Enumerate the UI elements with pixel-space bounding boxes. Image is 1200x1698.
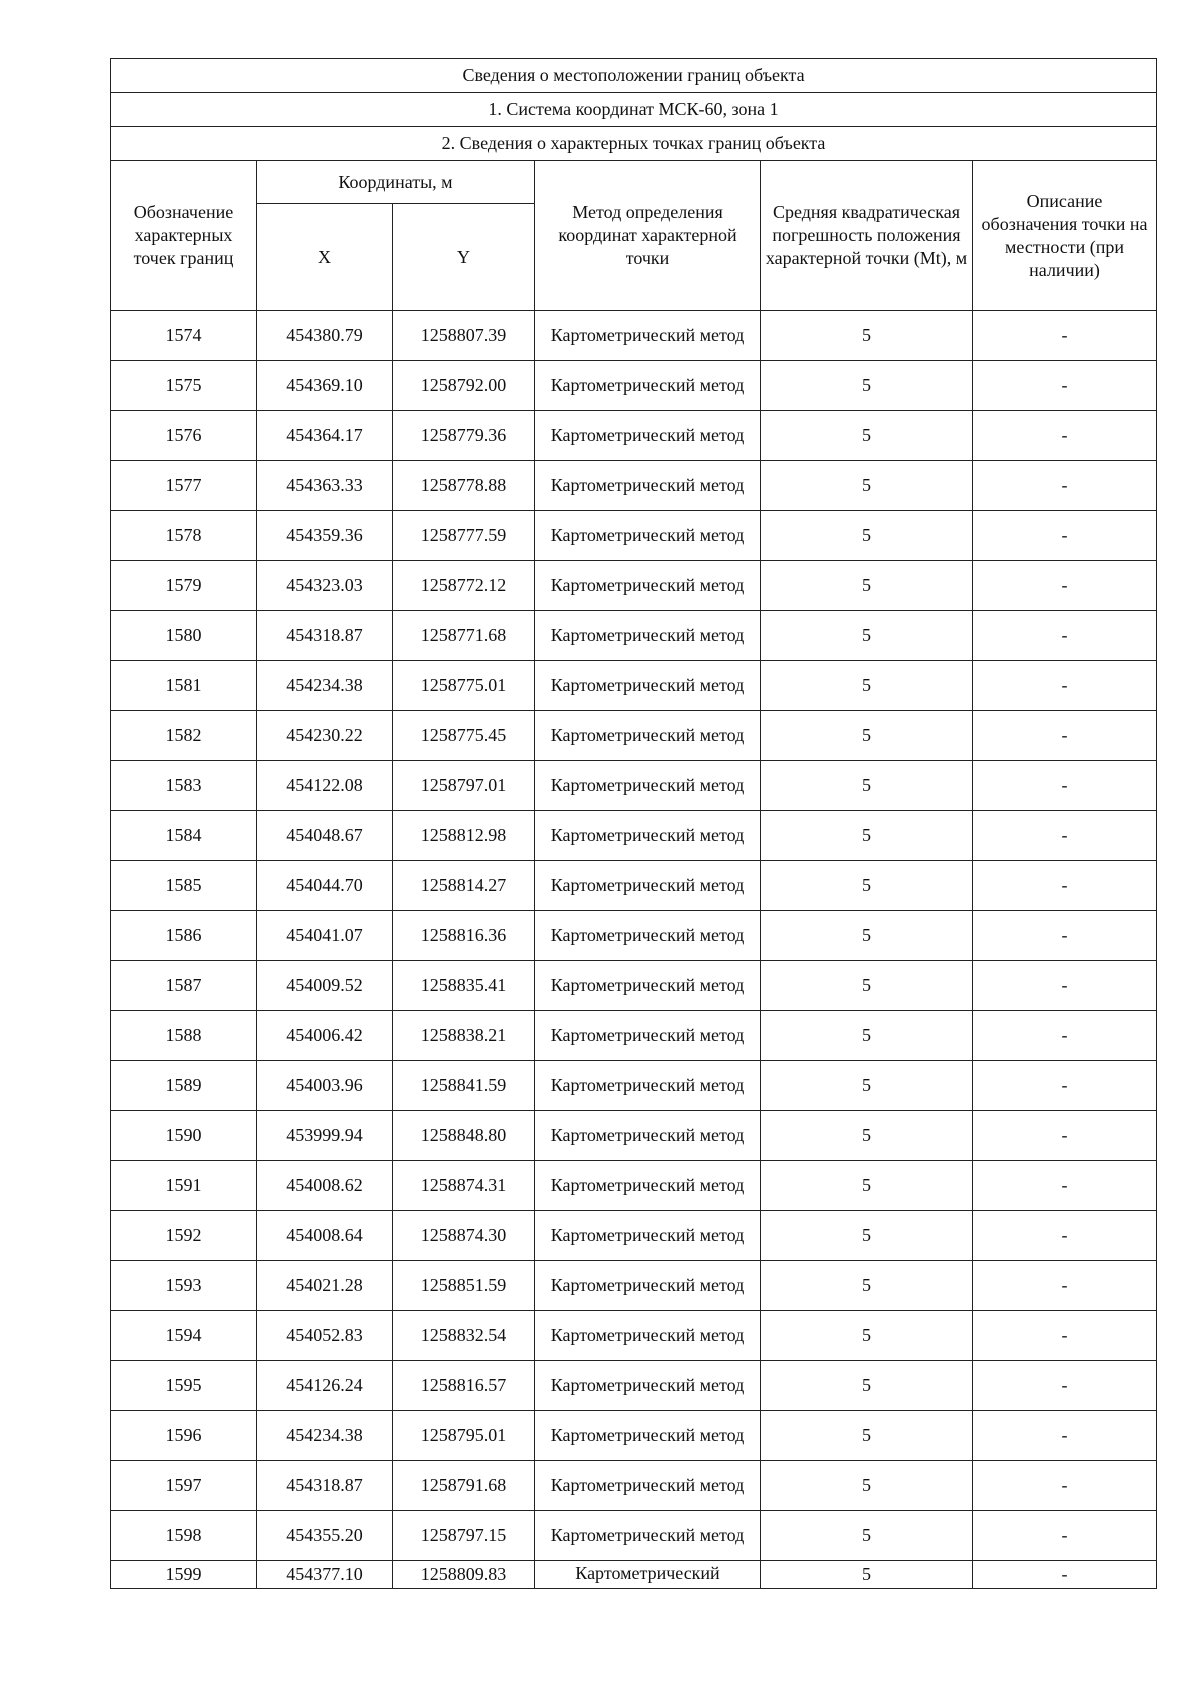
method-text: Картометрический метод <box>550 375 745 395</box>
point-id-cell: 1596 <box>111 1411 257 1461</box>
description-cell: - <box>973 461 1157 511</box>
method-text: Картометрический <box>575 1563 720 1583</box>
y-cell: 1258777.59 <box>393 511 535 561</box>
point-id-cell: 1598 <box>111 1511 257 1561</box>
method-text: Картометрический метод <box>550 425 745 445</box>
y-cell: 1258779.36 <box>393 411 535 461</box>
table-row <box>111 761 1157 811</box>
y-cell: 1258807.39 <box>393 311 535 361</box>
description-cell: - <box>973 1511 1157 1561</box>
y-cell: 1258771.68 <box>393 611 535 661</box>
table-row <box>111 811 1157 861</box>
table-row <box>111 1311 1157 1361</box>
accuracy-cell: 5 <box>761 911 973 961</box>
table-row <box>111 1011 1157 1061</box>
x-cell: 454359.36 <box>257 511 393 561</box>
table-row <box>111 511 1157 561</box>
method-cell <box>535 661 761 711</box>
table-row <box>111 1261 1157 1311</box>
point-id-cell: 1578 <box>111 511 257 561</box>
accuracy-cell: 5 <box>761 1211 973 1261</box>
y-cell: 1258775.01 <box>393 661 535 711</box>
x-cell: 454021.28 <box>257 1261 393 1311</box>
description-cell: - <box>973 911 1157 961</box>
point-id-cell: 1597 <box>111 1461 257 1511</box>
point-id-cell: 1599 <box>111 1561 257 1589</box>
point-id-cell: 1585 <box>111 861 257 911</box>
y-cell: 1258778.88 <box>393 461 535 511</box>
description-cell: - <box>973 1161 1157 1211</box>
x-cell: 454052.83 <box>257 1311 393 1361</box>
point-id-cell: 1579 <box>111 561 257 611</box>
accuracy-cell: 5 <box>761 661 973 711</box>
accuracy-cell: 5 <box>761 411 973 461</box>
x-cell: 454234.38 <box>257 661 393 711</box>
method-text: Картометрический метод <box>550 525 745 545</box>
table-row <box>111 311 1157 361</box>
method-text: Картометрический метод <box>550 775 745 795</box>
table-row <box>111 861 1157 911</box>
method-text: Картометрический метод <box>550 1125 745 1145</box>
point-id-cell: 1577 <box>111 461 257 511</box>
method-text: Картометрический метод <box>550 975 745 995</box>
method-cell <box>535 1161 761 1211</box>
method-cell <box>535 1411 761 1461</box>
table-row <box>111 611 1157 661</box>
method-cell <box>535 611 761 661</box>
x-cell: 454380.79 <box>257 311 393 361</box>
accuracy-cell: 5 <box>761 311 973 361</box>
x-cell: 454126.24 <box>257 1361 393 1411</box>
y-cell: 1258848.80 <box>393 1111 535 1161</box>
point-id-cell: 1574 <box>111 311 257 361</box>
table-row <box>111 661 1157 711</box>
x-cell: 454355.20 <box>257 1511 393 1561</box>
point-id-cell: 1576 <box>111 411 257 461</box>
y-cell: 1258838.21 <box>393 1011 535 1061</box>
header-point-label: Обозначение характерных точек границ <box>111 161 257 311</box>
y-cell: 1258795.01 <box>393 1411 535 1461</box>
accuracy-cell: 5 <box>761 1111 973 1161</box>
x-cell: 454122.08 <box>257 761 393 811</box>
accuracy-cell: 5 <box>761 461 973 511</box>
x-cell: 454006.42 <box>257 1011 393 1061</box>
accuracy-cell: 5 <box>761 1361 973 1411</box>
method-cell <box>535 311 761 361</box>
accuracy-cell: 5 <box>761 711 973 761</box>
x-cell: 454364.17 <box>257 411 393 461</box>
method-text: Картометрический метод <box>550 1175 745 1195</box>
y-cell: 1258792.00 <box>393 361 535 411</box>
y-cell: 1258814.27 <box>393 861 535 911</box>
description-cell: - <box>973 961 1157 1011</box>
table-row <box>111 361 1157 411</box>
point-id-cell: 1593 <box>111 1261 257 1311</box>
method-cell <box>535 861 761 911</box>
x-cell: 454048.67 <box>257 811 393 861</box>
description-cell: - <box>973 1461 1157 1511</box>
method-text: Картометрический метод <box>550 725 745 745</box>
x-cell: 453999.94 <box>257 1111 393 1161</box>
method-cell <box>535 561 761 611</box>
header-y: Y <box>393 204 535 311</box>
table-row <box>111 1411 1157 1461</box>
method-cell <box>535 411 761 461</box>
accuracy-cell: 5 <box>761 1311 973 1361</box>
method-cell <box>535 761 761 811</box>
y-cell: 1258816.57 <box>393 1361 535 1411</box>
method-cell <box>535 911 761 961</box>
x-cell: 454369.10 <box>257 361 393 411</box>
method-text: Картометрический метод <box>550 325 745 345</box>
description-cell: - <box>973 1111 1157 1161</box>
method-text: Картометрический метод <box>550 1275 745 1295</box>
method-text: Картометрический метод <box>550 1475 745 1495</box>
method-cell <box>535 461 761 511</box>
description-cell: - <box>973 861 1157 911</box>
y-cell: 1258809.83 <box>393 1561 535 1589</box>
y-cell: 1258797.15 <box>393 1511 535 1561</box>
x-cell: 454009.52 <box>257 961 393 1011</box>
method-text: Картометрический метод <box>550 825 745 845</box>
x-cell: 454318.87 <box>257 1461 393 1511</box>
table-row <box>111 1361 1157 1411</box>
method-text: Картометрический метод <box>550 675 745 695</box>
point-id-cell: 1583 <box>111 761 257 811</box>
method-cell <box>535 961 761 1011</box>
x-cell: 454003.96 <box>257 1061 393 1111</box>
x-cell: 454008.62 <box>257 1161 393 1211</box>
description-cell: - <box>973 361 1157 411</box>
method-text: Картометрический метод <box>550 1425 745 1445</box>
description-cell: - <box>973 1561 1157 1589</box>
x-cell: 454377.10 <box>257 1561 393 1589</box>
point-id-cell: 1587 <box>111 961 257 1011</box>
y-cell: 1258874.31 <box>393 1161 535 1211</box>
method-cell <box>535 1011 761 1061</box>
point-id-cell: 1582 <box>111 711 257 761</box>
description-cell: - <box>973 561 1157 611</box>
accuracy-cell: 5 <box>761 961 973 1011</box>
method-text: Картометрический метод <box>550 875 745 895</box>
accuracy-cell: 5 <box>761 761 973 811</box>
y-cell: 1258775.45 <box>393 711 535 761</box>
y-cell: 1258874.30 <box>393 1211 535 1261</box>
method-cell <box>535 711 761 761</box>
method-cell <box>535 1361 761 1411</box>
x-cell: 454234.38 <box>257 1411 393 1461</box>
section-title: 2. Сведения о характерных точках границ объекта <box>111 127 1157 161</box>
y-cell: 1258791.68 <box>393 1461 535 1511</box>
header-accuracy: Средняя квадратическая погрешность положения характерной точки (Mt), м <box>761 161 973 311</box>
method-cell <box>535 811 761 861</box>
description-cell: - <box>973 311 1157 361</box>
y-cell: 1258841.59 <box>393 1061 535 1111</box>
accuracy-cell: 5 <box>761 561 973 611</box>
method-cell <box>535 1211 761 1261</box>
method-cell <box>535 1061 761 1111</box>
method-text: Картометрический метод <box>550 1375 745 1395</box>
accuracy-cell: 5 <box>761 361 973 411</box>
method-text: Картометрический метод <box>550 625 745 645</box>
accuracy-cell: 5 <box>761 1061 973 1111</box>
x-cell: 454041.07 <box>257 911 393 961</box>
method-cell <box>535 1311 761 1361</box>
table-body <box>111 311 1157 1589</box>
point-id-cell: 1592 <box>111 1211 257 1261</box>
y-cell: 1258797.01 <box>393 761 535 811</box>
header-method: Метод определения координат характерной точки <box>535 161 761 311</box>
accuracy-cell: 5 <box>761 1411 973 1461</box>
y-cell: 1258812.98 <box>393 811 535 861</box>
point-id-cell: 1591 <box>111 1161 257 1211</box>
coordinate-system: 1. Система координат МСК-60, зона 1 <box>111 93 1157 127</box>
y-cell: 1258832.54 <box>393 1311 535 1361</box>
table-title: Сведения о местоположении границ объекта <box>111 59 1157 93</box>
method-text: Картометрический метод <box>550 925 745 945</box>
point-id-cell: 1588 <box>111 1011 257 1061</box>
header-coords: Координаты, м <box>257 161 535 204</box>
coordinates-table <box>110 58 1157 1589</box>
description-cell: - <box>973 511 1157 561</box>
method-text: Картометрический метод <box>550 475 745 495</box>
description-cell: - <box>973 1011 1157 1061</box>
x-cell: 454008.64 <box>257 1211 393 1261</box>
method-text: Картометрический метод <box>550 1325 745 1345</box>
table-row <box>111 711 1157 761</box>
table-row <box>111 411 1157 461</box>
description-cell: - <box>973 811 1157 861</box>
table-row <box>111 1111 1157 1161</box>
table-row <box>111 1461 1157 1511</box>
accuracy-cell: 5 <box>761 811 973 861</box>
method-text: Картометрический метод <box>550 1075 745 1095</box>
method-cell <box>535 1461 761 1511</box>
table-row <box>111 1061 1157 1111</box>
accuracy-cell: 5 <box>761 861 973 911</box>
accuracy-cell: 5 <box>761 1511 973 1561</box>
point-id-cell: 1586 <box>111 911 257 961</box>
accuracy-cell: 5 <box>761 511 973 561</box>
accuracy-cell: 5 <box>761 1461 973 1511</box>
point-id-cell: 1584 <box>111 811 257 861</box>
method-cell <box>535 1111 761 1161</box>
accuracy-cell: 5 <box>761 1161 973 1211</box>
method-cell <box>535 1511 761 1561</box>
description-cell: - <box>973 661 1157 711</box>
table-row <box>111 1211 1157 1261</box>
y-cell: 1258835.41 <box>393 961 535 1011</box>
y-cell: 1258772.12 <box>393 561 535 611</box>
header-x: X <box>257 204 393 311</box>
y-cell: 1258851.59 <box>393 1261 535 1311</box>
x-cell: 454363.33 <box>257 461 393 511</box>
description-cell: - <box>973 1211 1157 1261</box>
table-row <box>111 1511 1157 1561</box>
table-row <box>111 561 1157 611</box>
point-id-cell: 1575 <box>111 361 257 411</box>
table-row <box>111 1161 1157 1211</box>
description-cell: - <box>973 1311 1157 1361</box>
x-cell: 454044.70 <box>257 861 393 911</box>
accuracy-cell: 5 <box>761 1561 973 1589</box>
description-cell: - <box>973 1061 1157 1111</box>
table-row <box>111 1561 1157 1589</box>
y-cell: 1258816.36 <box>393 911 535 961</box>
method-cell <box>535 361 761 411</box>
x-cell: 454323.03 <box>257 561 393 611</box>
accuracy-cell: 5 <box>761 611 973 661</box>
point-id-cell: 1595 <box>111 1361 257 1411</box>
point-id-cell: 1590 <box>111 1111 257 1161</box>
method-text: Картометрический метод <box>550 575 745 595</box>
method-cell <box>535 511 761 561</box>
x-cell: 454230.22 <box>257 711 393 761</box>
accuracy-cell: 5 <box>761 1261 973 1311</box>
x-cell: 454318.87 <box>257 611 393 661</box>
description-cell: - <box>973 1411 1157 1461</box>
method-cell <box>535 1561 761 1589</box>
header-description: Описание обозначения точки на местности (при наличии) <box>973 161 1157 311</box>
method-text: Картометрический метод <box>550 1225 745 1245</box>
description-cell: - <box>973 711 1157 761</box>
point-id-cell: 1594 <box>111 1311 257 1361</box>
method-text: Картометрический метод <box>550 1525 745 1545</box>
method-cell <box>535 1261 761 1311</box>
method-text: Картометрический метод <box>550 1025 745 1045</box>
description-cell: - <box>973 1361 1157 1411</box>
table-row <box>111 911 1157 961</box>
table-row <box>111 961 1157 1011</box>
description-cell: - <box>973 411 1157 461</box>
accuracy-cell: 5 <box>761 1011 973 1061</box>
point-id-cell: 1581 <box>111 661 257 711</box>
point-id-cell: 1589 <box>111 1061 257 1111</box>
description-cell: - <box>973 611 1157 661</box>
point-id-cell: 1580 <box>111 611 257 661</box>
description-cell: - <box>973 761 1157 811</box>
description-cell: - <box>973 1261 1157 1311</box>
table-row <box>111 461 1157 511</box>
